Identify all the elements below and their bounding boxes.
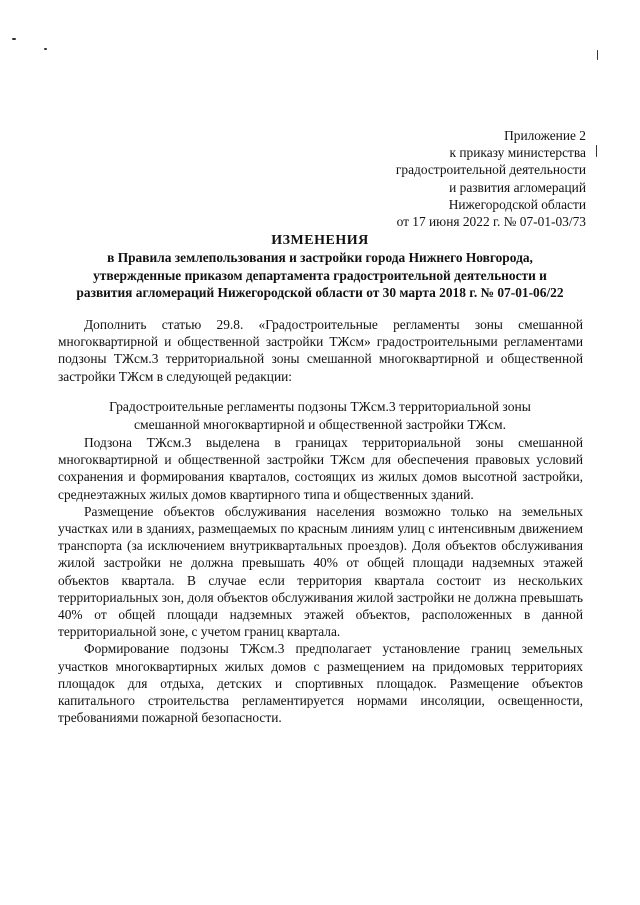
appendix-line: Нижегородской области xyxy=(448,196,586,212)
main-text xyxy=(58,434,583,726)
appendix-block xyxy=(396,127,586,230)
body-paragraph: Формирование подзоны ТЖсм.3 предполагает установление границ земельных участков многоквартирных жилых домов с размещением на придомовых территориях площадок для отдыха, детских и спортивных площадок. Размещение объектов капитального строительства регламентируется нормами инсоляции, освещенности, требованиями пожарной безопасности. xyxy=(58,641,583,726)
appendix-line: и развития агломераций xyxy=(449,179,586,195)
intro-paragraph-block xyxy=(58,316,583,385)
scan-speck xyxy=(12,38,16,40)
title-line: в Правила землепользования и застройки города Нижнего Новгорода, xyxy=(107,250,533,266)
scan-speck xyxy=(596,145,597,157)
subheading-line: смешанной многоквартирной и общественной застройки ТЖсм. xyxy=(134,417,506,432)
scan-speck xyxy=(44,48,47,50)
title-line: развития агломераций Нижегородской области от 30 марта 2018 г. № 07-01-06/22 xyxy=(76,284,564,300)
appendix-line: к приказу министерства xyxy=(449,145,586,161)
title-heading: ИЗМЕНЕНИЯ xyxy=(271,233,369,248)
section-subheading xyxy=(60,398,580,434)
subheading-line: Градостроительные регламенты подзоны ТЖсм.3 территориальной зоны xyxy=(109,399,531,414)
body-paragraph: Подзона ТЖсм.3 выделена в границах территориальной зоны смешанной многоквартирной и общественной застройки ТЖсм для обеспечения правовых условий сохранения и формирования кварталов, состоящих из жилых домов высотной застройки, среднеэтажных жилых домов квартирного типа и общественных зданий. xyxy=(58,435,583,502)
appendix-line: градостроительной деятельности xyxy=(395,162,586,178)
appendix-line: от 17 июня 2022 г. № 07-01-03/73 xyxy=(396,214,586,230)
intro-paragraph: Дополнить статью 29.8. «Градостроительные регламенты зоны смешанной многоквартирной и общественной застройки ТЖсм» градостроительными регламентами подзоны ТЖсм.3 территориальной зоны смешанной многоквартирной и общественной застройки ТЖсм в следующей редакции: xyxy=(58,317,583,384)
appendix-line: Приложение 2 xyxy=(504,128,586,143)
document-title xyxy=(60,232,580,301)
scan-speck xyxy=(597,50,598,60)
title-line: утвержденные приказом департамента градостроительной деятельности и xyxy=(93,267,547,283)
body-paragraph: Размещение объектов обслуживания населения возможно только на земельных участках или в зданиях, размещаемых по красным линиям улиц с интенсивным движением транспорта (за исключением внутриквартальных проездов). Доля объектов обслуживания жилой застройки не должна превышать 40% от общей площади надземных этажей объектов квартала. В случае если территория квартала состоит из нескольких территориальных зон, доля объектов обслуживания жилой застройки не должна превышать 40% от общей площади надземных этажей объектов, расположенных в данной территориальной зоне, с учетом границ квартала. xyxy=(58,503,583,640)
